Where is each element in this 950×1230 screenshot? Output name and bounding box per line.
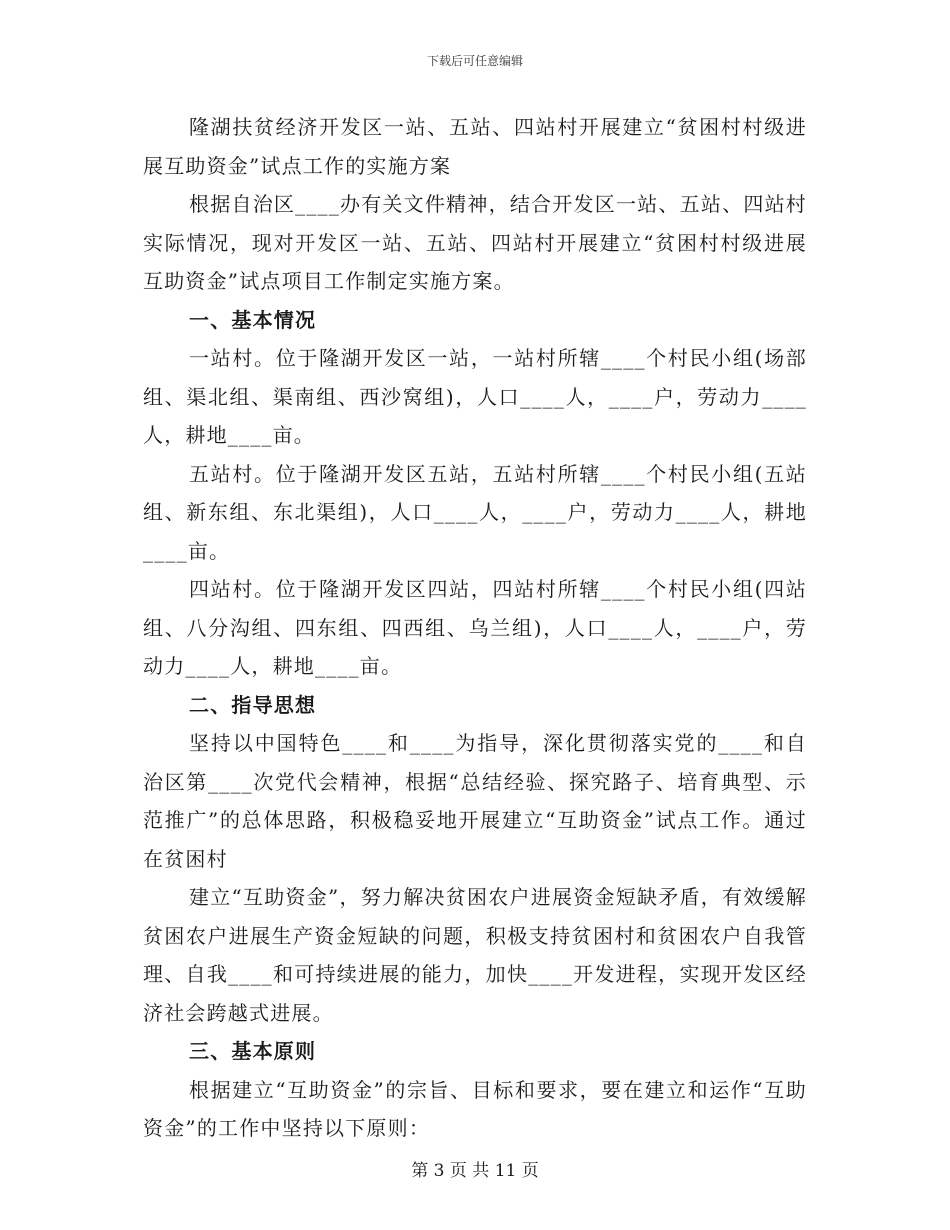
guiding-ideology-paragraph-2: 建立“互助资金”，努力解决贫困农户进展资金短缺矛盾，有效缓解贫困农户进展生产资金短缺的问题，积极支持贫困村和贫困农户自我管理、自我____和可持续进展的能力，加快____开发进程，实现开发区经济社会跨越式进展。 xyxy=(143,885,807,1025)
guiding-ideology-paragraph-1: 坚持以中国特色____和____为指导，深化贯彻落实党的____和自治区第____次党代会精神，根据“总结经验、探究路子、培育典型、示范推广”的总体思路，积极稳妥地开展建立“互助资金”试点工作。通过在贫困村 xyxy=(143,731,807,871)
section-heading-basic-principles: 三、基本原则 xyxy=(189,1039,317,1063)
intro-paragraph: 根据自治区____办有关文件精神，结合开发区一站、五站、四站村实际情况，现对开发区一站、五站、四站村开展建立“贫困村村级进展互助资金”试点项目工作制定实施方案。 xyxy=(143,192,807,293)
document-body xyxy=(143,108,807,1148)
basic-principles-paragraph: 根据建立“互助资金”的宗旨、目标和要求，要在建立和运作“互助资金”的工作中坚持以下原则： xyxy=(143,1077,807,1140)
document-title-paragraph: 隆湖扶贫经济开发区一站、五站、四站村开展建立“贫困村村级进展互助资金”试点工作的实施方案 xyxy=(143,115,807,178)
wuzhan-village-paragraph: 五站村。位于隆湖开发区五站，五站村所辖____个村民小组(五站组、新东组、东北渠组)，人口____人，____户，劳动力____人，耕地____亩。 xyxy=(143,461,807,563)
page-header-note: 下载后可任意编辑 xyxy=(426,54,523,68)
page-number-footer: 第 3 页 共 11 页 xyxy=(411,1161,539,1181)
section-heading-basic-situation: 一、基本情况 xyxy=(189,307,317,332)
yizhan-village-paragraph: 一站村。位于隆湖开发区一站，一站村所辖____个村民小组(场部组、渠北组、渠南组、西沙窝组)，人口____人，____户，劳动力____人，耕地____亩。 xyxy=(143,346,807,447)
sizhan-village-paragraph: 四站村。位于隆湖开发区四站，四站村所辖____个村民小组(四站组、八分沟组、四东组、四西组、乌兰组)，人口____人，____户，劳动力____人，耕地____亩。 xyxy=(143,577,807,678)
section-heading-guiding-ideology: 二、指导思想 xyxy=(189,692,317,717)
